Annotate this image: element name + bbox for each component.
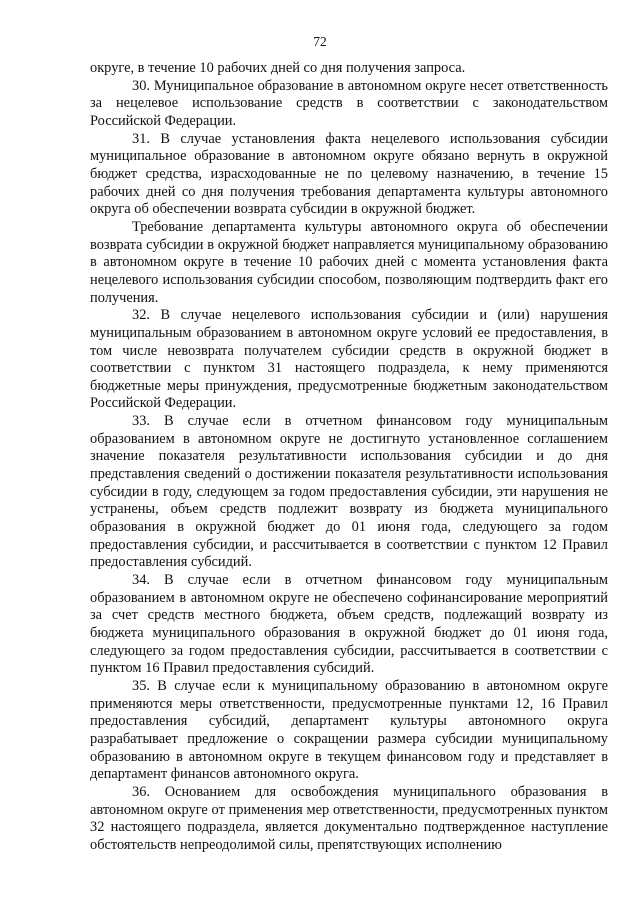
paragraph-item-32: 32. В случае нецелевого использования субсидии и (или) нарушения муниципальным образованием в автономном округе условий ее предоставления, в том числе невозврата получателем субсидии средств в окружной бюджет в соответствии с пунктом 31 настоящего подраздела, к нему применяются бюджетные меры принуждения, предусмотренные бюджетным законодательством Российской Федерации. bbox=[90, 307, 608, 412]
document-body bbox=[90, 60, 608, 855]
paragraph-item-33: 33. В случае если в отчетном финансовом году муниципальным образованием в автономном округе не достигнуто установленное соглашением значение показателя результативности использования субсидии и до дня представления сведений о достижении показателя результативности использования субсидии в году, следующем за годом предоставления субсидии, эти нарушения не устранены, объем средств подлежит возврату из бюджета муниципального образования в окружной бюджет до 01 июня года, следующего за годом предоставления субсидии, и рассчитывается в соответствии с пунктом 12 Правил предоставления субсидий. bbox=[90, 413, 608, 571]
paragraph-item-34: 34. В случае если в отчетном финансовом году муниципальным образованием в автономном округе не обеспечено софинансирование мероприятий за счет средств местного бюджета, объем средств, подлежащий возврату из бюджета муниципального образования в окружной бюджет до 01 июня года, следующего за годом предоставления субсидии, рассчитывается в соответствии с пунктом 16 Правил предоставления субсидий. bbox=[90, 572, 608, 677]
paragraph-item-36: 36. Основанием для освобождения муниципального образования в автономном округе от применения мер ответственности, предусмотренных пунктом 32 настоящего подраздела, является документально подтвержденное наступление обстоятельств непреодолимой силы, препятствующих исполнению bbox=[90, 783, 608, 853]
paragraph-item-30: 30. Муниципальное образование в автономном округе несет ответственность за нецелевое использование средств в соответствии с законодательством Российской Федерации. bbox=[90, 77, 608, 129]
paragraph-requirement: Требование департамента культуры автономного округа об обеспечении возврата субсидии в окружной бюджет направляется муниципальному образованию в автономном округе в течение 10 рабочих дней с момента установления факта нецелевого использования субсидии способом, позволяющим подтвердить факт его получения. bbox=[90, 218, 608, 306]
paragraph-item-35: 35. В случае если к муниципальному образованию в автономном округе применяются меры ответственности, предусмотренные пунктами 12, 16 Правил предоставления субсидий, департамент культуры автономного округа разрабатывает предложение о сокращении размера субсидии муниципальному образованию в автономном округе в текущем финансовом году и представляет в департамент финансов автономного округа. bbox=[90, 677, 608, 783]
paragraph-item-31: 31. В случае установления факта нецелевого использования субсидии муниципальное образование в автономном округе обязано вернуть в окружной бюджет средства, израсходованные не по целевому назначению, в течение 15 рабочих дней со дня получения требования департамента культуры автономного округа об обеспечении возврата субсидии в окружной бюджет. bbox=[90, 130, 608, 218]
page-number: 72 bbox=[313, 34, 327, 49]
paragraph-continuation: округе, в течение 10 рабочих дней со дня получения запроса. bbox=[90, 60, 466, 76]
